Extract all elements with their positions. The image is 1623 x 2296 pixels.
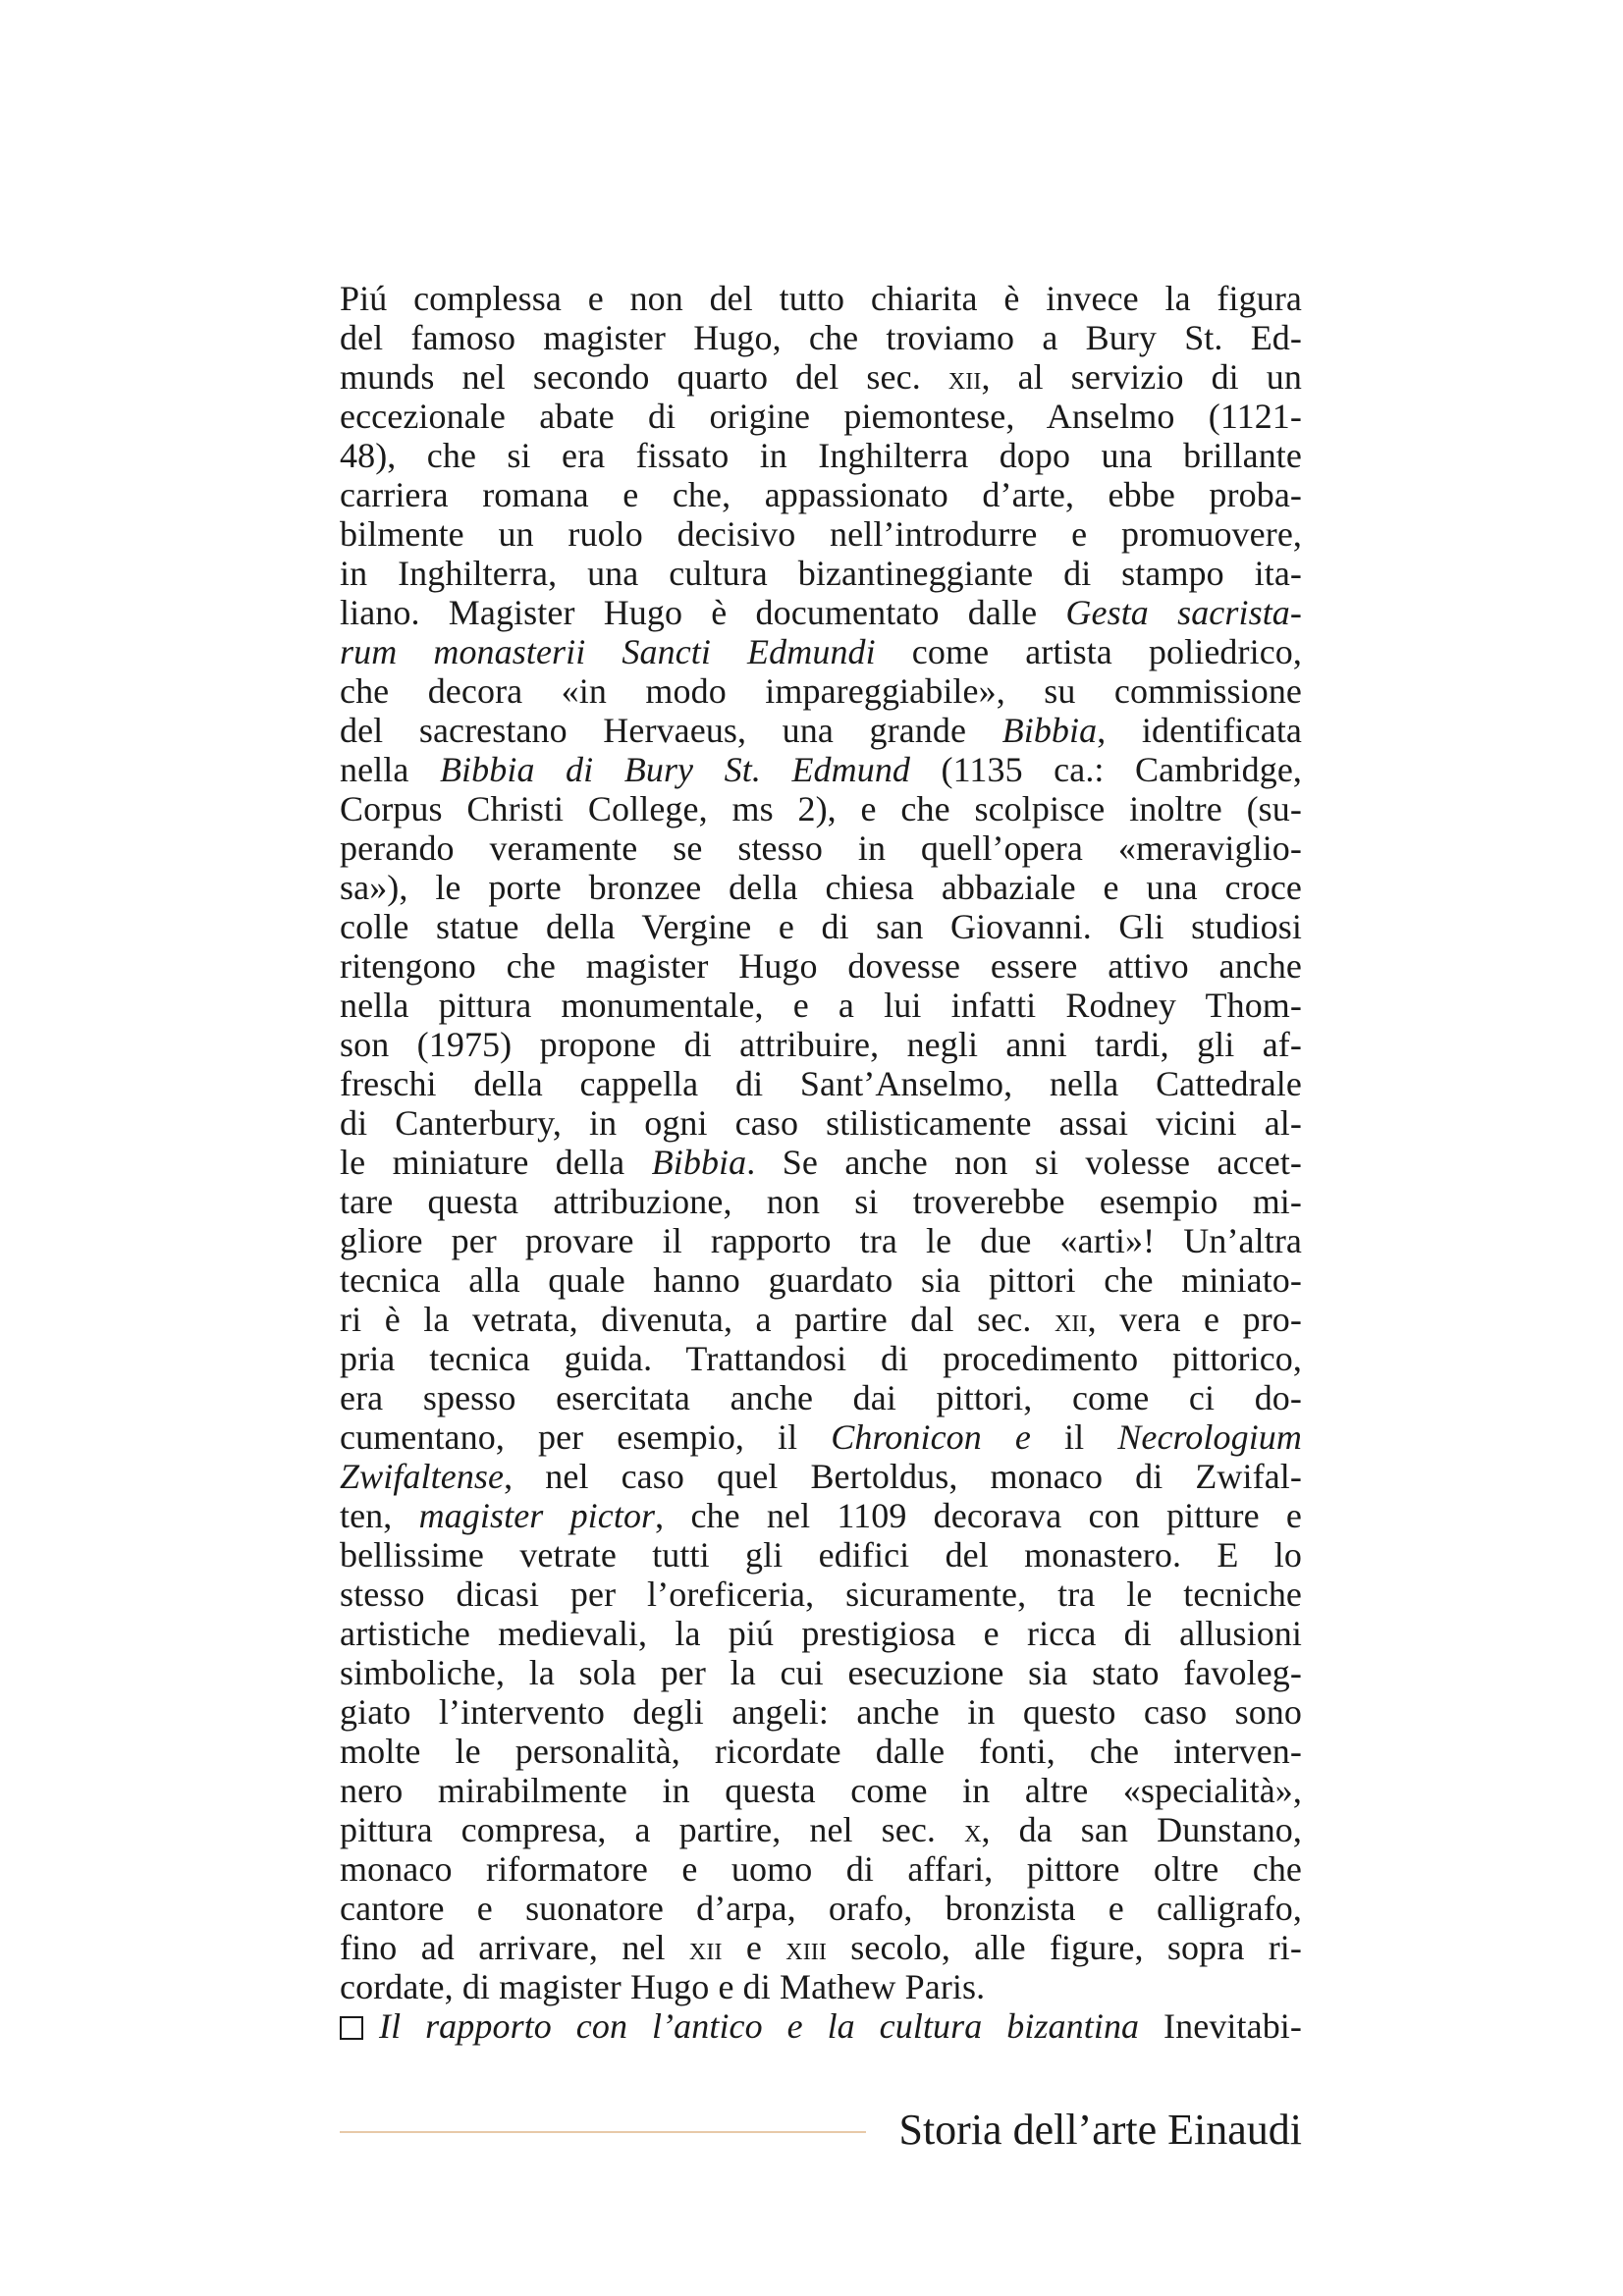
text-run: . Se anche non si volesse accet- — [746, 1143, 1303, 1182]
text-run: del sacrestano Hervaeus, una grande — [340, 711, 1002, 750]
text-run: , nel caso quel Bertoldus, monaco di Zwifal- — [504, 1457, 1302, 1496]
text-run: , identificata — [1097, 711, 1302, 750]
italic-text: Bibbia — [1001, 711, 1098, 750]
text-run: simboliche, la sola per la cui esecuzione sia stato favoleg- — [340, 1653, 1302, 1692]
text-line — [340, 1300, 1302, 1339]
text-run: Inevitabi- — [1139, 2006, 1302, 2046]
text-run: era spesso esercitata anche dai pittori, come ci do- — [340, 1378, 1302, 1417]
text-line — [340, 1535, 1302, 1575]
text-line — [340, 1260, 1302, 1300]
text-run: bilmente un ruolo decisivo nell’introdurre e promuovere, — [340, 514, 1302, 554]
text-line — [340, 1771, 1302, 1810]
text-line — [340, 828, 1302, 868]
text-line — [340, 357, 1302, 397]
text-line — [340, 318, 1302, 357]
text-run: cantore e suonatore d’arpa, orafo, bronzista e calligrafo, — [340, 1889, 1302, 1928]
text-line — [340, 1025, 1302, 1064]
text-run: le miniature della — [340, 1143, 652, 1182]
text-line — [340, 1575, 1302, 1614]
text-line — [340, 789, 1302, 828]
text-line — [340, 1457, 1302, 1496]
text-run: munds nel secondo quarto del sec. — [340, 357, 948, 397]
text-run: cumentano, per esempio, il — [340, 1417, 832, 1457]
italic-text: Necrologium — [1117, 1417, 1302, 1457]
text-line — [340, 1732, 1302, 1771]
text-line — [340, 554, 1302, 593]
text-run: Piú complessa e non del tutto chiarita è invece la figura — [340, 279, 1302, 318]
text-run: perando veramente se stesso in quell’opera «meraviglio- — [340, 828, 1302, 868]
text-run: il — [1030, 1417, 1118, 1457]
text-line — [340, 1692, 1302, 1732]
text-run: colle statue della Vergine e di san Giovanni. Gli studiosi — [340, 907, 1302, 946]
text-line — [340, 279, 1302, 318]
text-line — [340, 1653, 1302, 1692]
text-run: sa»), le porte bronzee della chiesa abbaziale e una croce — [340, 868, 1302, 907]
text-run: nella — [340, 750, 440, 789]
text-line — [340, 1614, 1302, 1653]
text-line — [340, 1064, 1302, 1103]
text-run: in Inghilterra, una cultura bizantineggiante di stampo ita- — [340, 554, 1302, 593]
section-heading-line — [340, 2006, 1302, 2046]
text-line — [340, 1221, 1302, 1260]
text-run: , che nel 1109 decorava con pitture e — [655, 1496, 1302, 1535]
footer-rule — [340, 2131, 866, 2133]
text-run: e — [722, 1928, 786, 1967]
text-run: gliore per provare il rapporto tra le due «arti»! Un’altra — [340, 1221, 1302, 1260]
text-line — [340, 946, 1302, 986]
italic-text: rum monasterii Sancti Edmundi — [340, 632, 876, 671]
italic-text: Il rapporto con l’antico e la cultura bizantina — [379, 2006, 1140, 2046]
text-run: pria tecnica guida. Trattandosi di procedimento pittorico, — [340, 1339, 1302, 1378]
text-run: freschi della cappella di Sant’Anselmo, nella Cattedrale — [340, 1064, 1302, 1103]
text-run: 48), che si era fissato in Inghilterra dopo una brillante — [340, 436, 1302, 475]
text-run: giato l’intervento degli angeli: anche in questo caso sono — [340, 1692, 1302, 1732]
small-caps-text: xii — [1054, 1303, 1088, 1339]
footer-publication-title: Storia dell’arte Einaudi — [898, 2106, 1302, 2154]
text-run: molte le personalità, ricordate dalle fonti, che interven- — [340, 1732, 1302, 1771]
text-run: carriera romana e che, appassionato d’arte, ebbe proba- — [340, 475, 1302, 514]
text-line — [340, 1182, 1302, 1221]
text-run: pittura compresa, a partire, nel sec. — [340, 1810, 965, 1849]
text-line — [340, 907, 1302, 946]
text-line — [340, 1339, 1302, 1378]
text-run: cordate, di magister Hugo e di Mathew Paris. — [340, 1967, 986, 2006]
small-caps-text: xiii — [785, 1931, 827, 1967]
text-run: , da san Dunstano, — [981, 1810, 1302, 1849]
small-caps-text: xii — [688, 1931, 723, 1967]
text-run: tecnica alla quale hanno guardato sia pittori che miniato- — [340, 1260, 1302, 1300]
text-line — [340, 1103, 1302, 1143]
text-line — [340, 593, 1302, 632]
text-line — [340, 671, 1302, 711]
text-line — [340, 1928, 1302, 1967]
text-line — [340, 514, 1302, 554]
text-line — [340, 1967, 1302, 2006]
text-run: del famoso magister Hugo, che troviamo a Bury St. Ed- — [340, 318, 1302, 357]
text-line — [340, 1810, 1302, 1849]
text-line — [340, 1849, 1302, 1889]
text-run: ten, — [340, 1496, 419, 1535]
italic-text: Zwifaltense — [340, 1457, 505, 1496]
text-run: (1135 ca.: Cambridge, — [910, 750, 1302, 789]
text-run: tare questa attribuzione, non si troverebbe esempio mi- — [340, 1182, 1302, 1221]
italic-text: Bibbia di Bury St. Edmund — [439, 750, 911, 789]
text-run: ri è la vetrata, divenuta, a partire dal sec. — [340, 1300, 1055, 1339]
text-run: , al servizio di un — [981, 357, 1302, 397]
text-run: monaco riformatore e uomo di affari, pittore oltre che — [340, 1849, 1302, 1889]
text-run: nella pittura monumentale, e a lui infatti Rodney Thom- — [340, 986, 1302, 1025]
italic-text: magister pictor — [418, 1496, 656, 1535]
body-text — [340, 279, 1302, 2046]
text-run: stesso dicasi per l’oreficeria, sicuramente, tra le tecniche — [340, 1575, 1302, 1614]
text-line — [340, 1496, 1302, 1535]
text-run: fino ad arrivare, nel — [340, 1928, 689, 1967]
italic-text: Gesta sacrista- — [1065, 593, 1302, 632]
text-line — [340, 436, 1302, 475]
text-line — [340, 1417, 1302, 1457]
text-run: , vera e pro- — [1087, 1300, 1302, 1339]
text-run: liano. Magister Hugo è documentato dalle — [340, 593, 1066, 632]
text-run: come artista poliedrico, — [875, 632, 1302, 671]
text-run: di Canterbury, in ogni caso stilisticamente assai vicini al- — [340, 1103, 1302, 1143]
page-footer — [340, 2101, 1302, 2160]
small-caps-text: x — [964, 1813, 982, 1849]
text-run: nero mirabilmente in questa come in altre «specialità», — [340, 1771, 1302, 1810]
text-run: che decora «in modo impareggiabile», su commissione — [340, 671, 1302, 711]
text-line — [340, 868, 1302, 907]
text-line — [340, 1378, 1302, 1417]
text-run: ritengono che magister Hugo dovesse essere attivo anche — [340, 946, 1302, 986]
text-line — [340, 1143, 1302, 1182]
text-line — [340, 1889, 1302, 1928]
section-marker-icon — [340, 2016, 363, 2040]
text-run: secolo, alle figure, sopra ri- — [826, 1928, 1302, 1967]
italic-text: Bibbia — [651, 1143, 747, 1182]
text-run: bellissime vetrate tutti gli edifici del monastero. E lo — [340, 1535, 1302, 1575]
text-run: artistiche medievali, la piú prestigiosa e ricca di allusioni — [340, 1614, 1302, 1653]
small-caps-text: xii — [947, 360, 982, 397]
text-line — [340, 711, 1302, 750]
text-line — [340, 632, 1302, 671]
text-line — [340, 397, 1302, 436]
italic-text: Chronicon e — [831, 1417, 1031, 1457]
text-line — [340, 986, 1302, 1025]
text-run: Corpus Christi College, ms 2), e che scolpisce inoltre (su- — [340, 789, 1302, 828]
text-line — [340, 475, 1302, 514]
text-line — [340, 750, 1302, 789]
text-run: eccezionale abate di origine piemontese, Anselmo (1121- — [340, 397, 1302, 436]
text-run: son (1975) propone di attribuire, negli anni tardi, gli af- — [340, 1025, 1302, 1064]
